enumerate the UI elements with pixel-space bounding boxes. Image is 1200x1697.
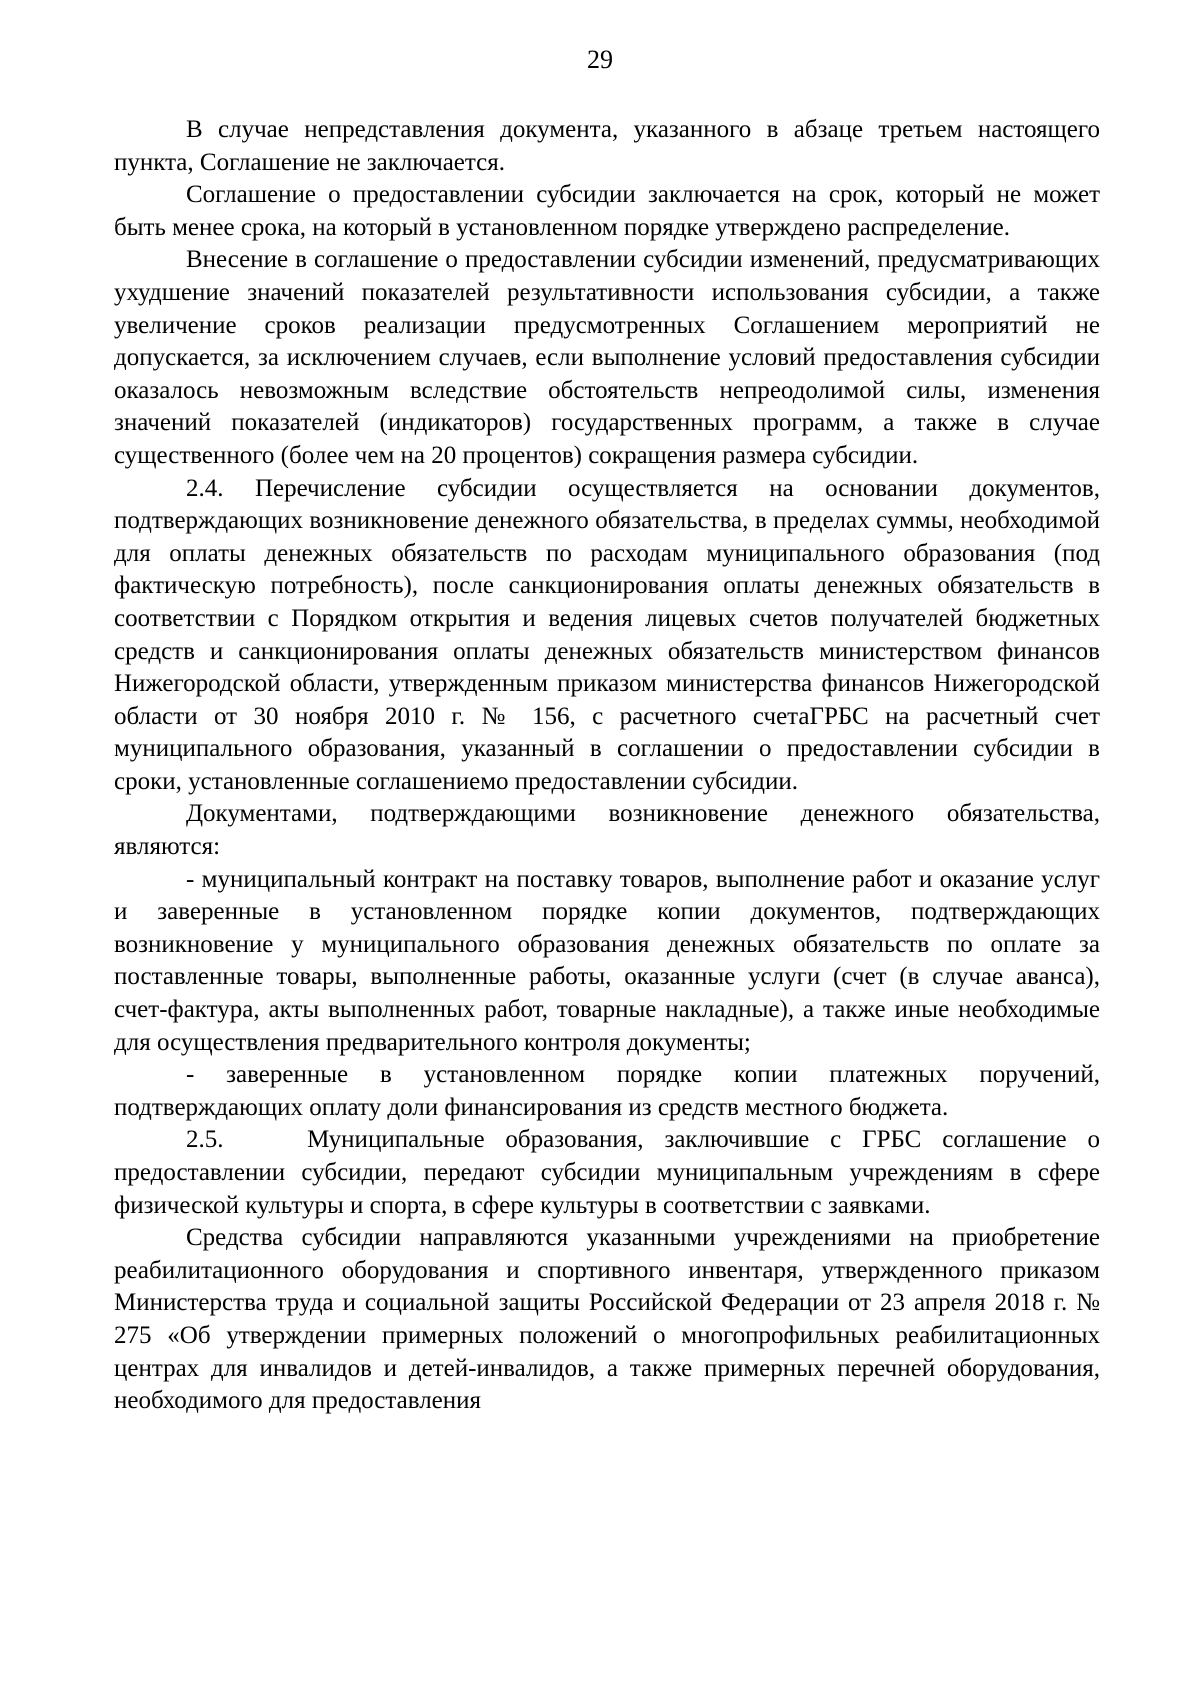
paragraph-agreement-changes: Внесение в соглашение о предоставлении субсидии изменений, предусматривающих ухудшение значений показателей результативности использования субсидии, а также увеличение сроков реализации предусмотренных Соглашением мероприятий не допускается, за исключением случаев, если выполнение условий предоставления субсидии оказалось невозможным вследствие обстоятельств непреодолимой силы, изменения значений показателей (индикаторов) государственных программ, а также в случае существенного (более чем на 20 процентов) сокращения размера субсидии. bbox=[114, 246, 1100, 469]
paragraph-non-submission: В случае непредставления документа, указанного в абзаце третьем настоящего пункта, Соглашение не заключается. bbox=[114, 116, 1100, 176]
list-item-municipal-contract: - муниципальный контракт на поставку товаров, выполнение работ и оказание услуг и заверенные в установленном порядке копии документов, подтверждающих возникновение у муниципального образования денежных обязательств по оплате за поставленные товары, выполненные работы, оказанные услуги (счет (в случае аванса), счет-фактура, акты выполненных работ, товарные накладные), а также иные необходимые для осуществления предварительного контроля документы; bbox=[114, 865, 1100, 1056]
paragraph-subsidy-funds: Средства субсидии направляются указанными учреждениями на приобретение реабилитационного оборудования и спортивного инвентаря, утвержденного приказом Министерства труда и социальной защиты Российской Федерации от 23 апреля 2018 г. № 275 «Об утверждении примерных положений о многопрофильных реабилитационных центрах для инвалидов и детей-инвалидов, а также примерных перечней оборудования, необходимого для предоставления bbox=[114, 1224, 1100, 1415]
document-body bbox=[114, 114, 1107, 1418]
paragraph-section-2-4: 2.4. Перечисление субсидии осуществляется на основании документов, подтверждающих возникновение денежного обязательства, в пределах суммы, необходимой для оплаты денежных обязательств по расходам муниципального образования (под фактическую потребность), после санкционирования оплаты денежных обязательств в соответствии с Порядком открытия и ведения лицевых счетов получателей бюджетных средств и санкционирования оплаты денежных обязательств министерством финансов Нижегородской области, утвержденным приказом министерства финансов Нижегородской области от 30 ноября 2010 г. № 156, с расчетного счетаГРБС на расчетный счет муниципального образования, указанный в соглашении о предоставлении субсидии в сроки, установленные соглашениемо предоставлении субсидии. bbox=[114, 474, 1100, 795]
paragraph-agreement-term: Соглашение о предоставлении субсидии заключается на срок, который не может быть менее срока, на который в установленном порядке утверждено распределение. bbox=[114, 181, 1100, 241]
paragraph-supporting-documents: Документами, подтверждающими возникновение денежного обязательства, являются: bbox=[114, 800, 1100, 861]
list-item-payment-orders: - заверенные в установленном порядке копии платежных поручений, подтверждающих оплату доли финансирования из средств местного бюджета. bbox=[114, 1061, 1100, 1121]
paragraph-section-2-5: 2.5. Муниципальные образования, заключившие с ГРБС соглашение о предоставлении субсидии, передают субсидии муниципальным учреждениям в сфере физической культуры и спорта, в сфере культуры в соответствии с заявками. bbox=[114, 1126, 1107, 1219]
page-number: 29 bbox=[587, 45, 613, 74]
